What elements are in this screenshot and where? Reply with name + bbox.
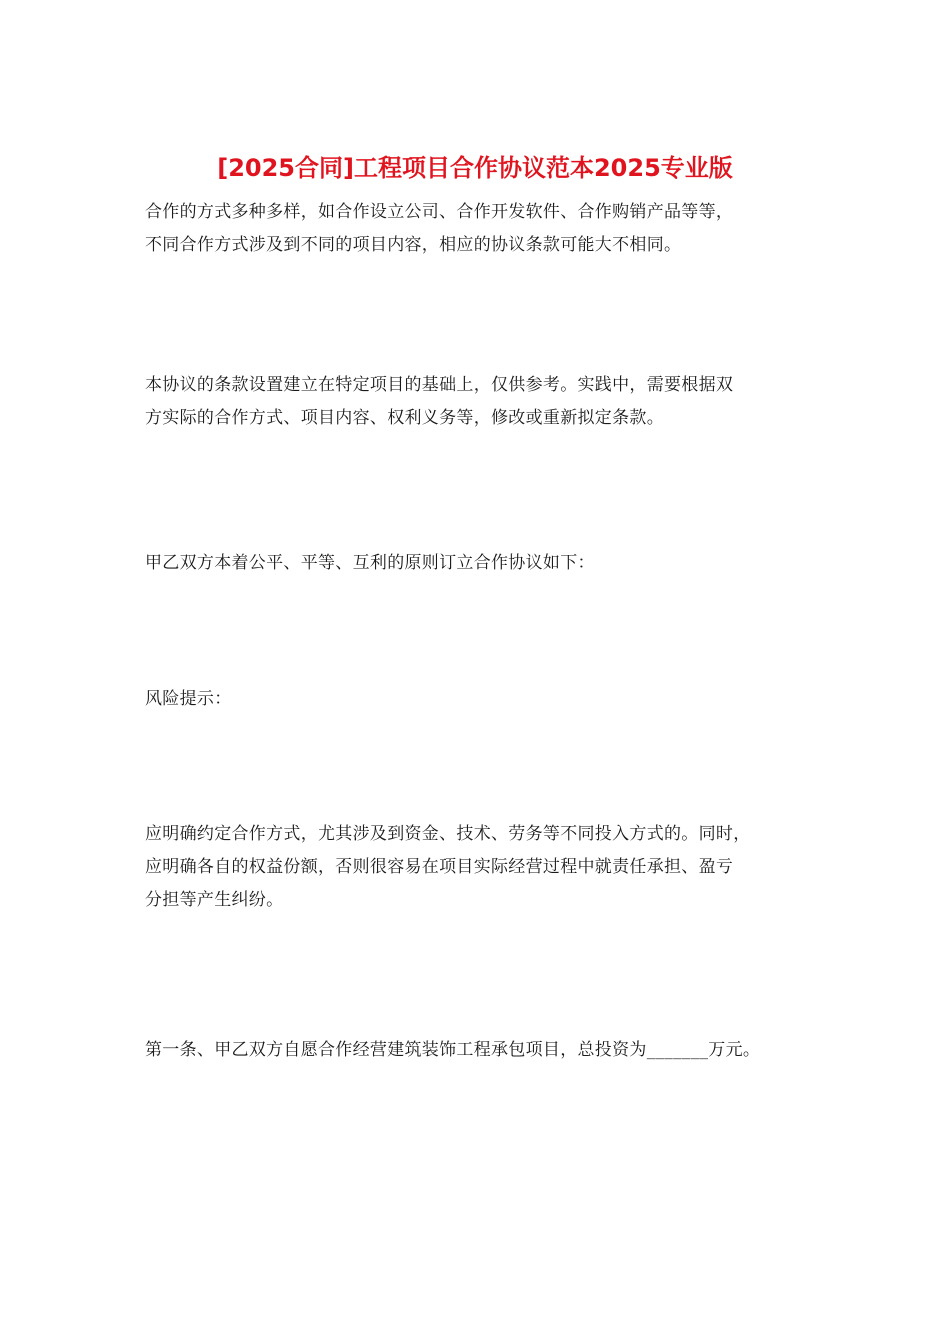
paragraph-line: 甲乙双方本着公平、平等、互利的原则订立合作协议如下： (145, 553, 595, 573)
paragraph-line: 风险提示： (145, 689, 232, 709)
paragraph-line: 应明确各自的权益份额，否则很容易在项目实际经营过程中就责任承担、盈亏 (145, 857, 734, 877)
paragraph-line: 第一条、甲乙双方自愿合作经营建筑装饰工程承包项目，总投资为_______万元。 (145, 1040, 761, 1060)
paragraph-line: 分担等产生纠纷。 (145, 890, 284, 910)
risk-heading (145, 683, 845, 716)
document-title: [2025合同]工程项目合作协议范本2025专业版 (217, 154, 733, 182)
paragraph-line: 方实际的合作方式、项目内容、权利义务等，修改或重新拟定条款。 (145, 408, 664, 428)
paragraph-line: 本协议的条款设置建立在特定项目的基础上，仅供参考。实践中，需要根据双 (145, 375, 734, 395)
paragraph-line: 合作的方式多种多样，如合作设立公司、合作开发软件、合作购销产品等等， (145, 202, 734, 222)
paragraph-line: 不同合作方式涉及到不同的项目内容，相应的协议条款可能大不相同。 (145, 235, 682, 255)
article-one (145, 1034, 845, 1067)
paragraph-line: 应明确约定合作方式，尤其涉及到资金、技术、劳务等不同投入方式的。同时， (145, 824, 751, 844)
agreement-preamble (145, 547, 845, 580)
reference-note-paragraph (145, 369, 845, 435)
intro-paragraph (145, 196, 845, 262)
risk-paragraph (145, 818, 845, 917)
